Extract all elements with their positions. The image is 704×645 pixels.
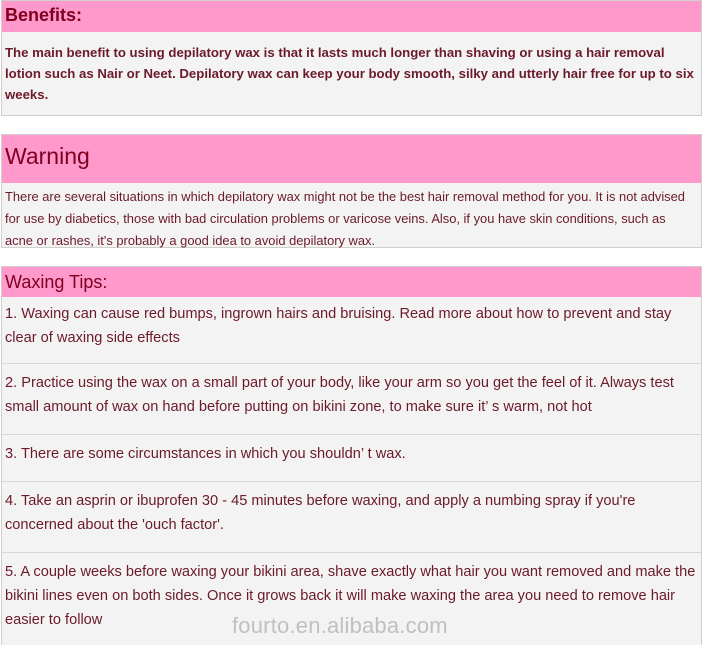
tip-item: 4. Take an asprin or ibuprofen 30 - 45 minutes before waxing, and apply a numbing spray if you're concerned about the 'ouch factor'. xyxy=(5,493,636,533)
benefits-text: The main benefit to using depilatory wax is that it lasts much longer than shaving or using a hair removal lotion such as Nair or Neet. Depilatory wax can keep your body smooth, silky and utterly hair free for up to six weeks. xyxy=(5,45,694,102)
warning-text: There are several situations in which depilatory wax might not be the best hair removal method for you. It is not advised for use by diabetics, those with bad circulation problems or varicose veins. Also, if you have skin conditions, such as acne or rashes, it's probably a good idea to avoid depilatory wax. xyxy=(5,189,685,248)
tip-item: 2. Practice using the wax on a small part of your body, like your arm so you get the feel of it. Always test small amount of wax on hand before putting on bikini zone, to make sure it’ s warm, not hot xyxy=(5,375,674,415)
tip-item: 1. Waxing can cause red bumps, ingrown hairs and bruising. Read more about how to prevent and stay clear of waxing side effects xyxy=(5,306,672,346)
benefits-section xyxy=(1,0,702,116)
tip-item: 5. A couple weeks before waxing your bikini area, shave exactly what hair you want removed and make the bikini lines even on both sides. Once it grows back it will make waxing the area you need to remove hair easier to follow xyxy=(5,564,696,628)
warning-heading: Warning xyxy=(2,135,701,183)
warning-section xyxy=(1,134,702,248)
watermark: fourto.en.alibaba.com xyxy=(232,613,448,638)
tip-item: 3. There are some circumstances in which you shouldn’ t wax. xyxy=(5,446,406,462)
waxing-tips-heading: Waxing Tips: xyxy=(2,267,701,297)
waxing-tips-section xyxy=(1,266,702,645)
benefits-heading: Benefits: xyxy=(2,1,701,32)
